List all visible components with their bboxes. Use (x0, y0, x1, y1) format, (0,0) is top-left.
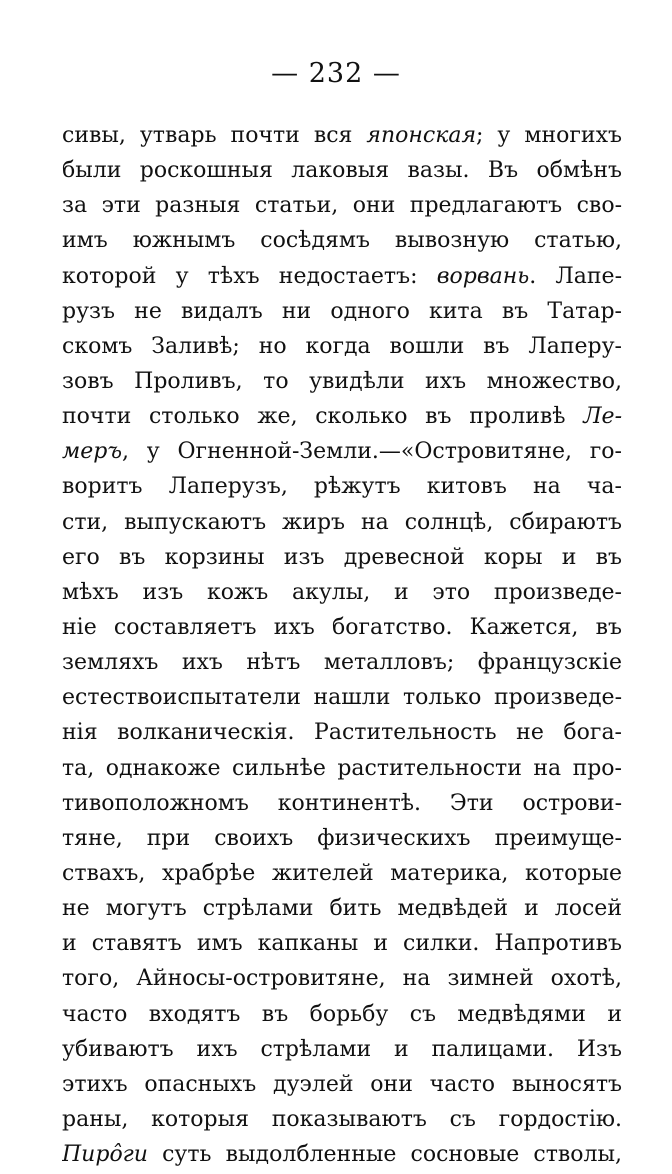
text-line: часто входятъ въ борьбу съ медвѣдями и (62, 1001, 622, 1027)
text-line: нія волканическія. Растительность не бога- (62, 720, 622, 746)
text-line: земляхъ ихъ нѣтъ металловъ; французскіе (62, 650, 622, 676)
body-text (62, 120, 622, 1174)
text-line: воритъ Лаперузъ, рѣжутъ китовъ на ча- (62, 474, 622, 500)
text-line: тяне, при своихъ физическихъ преимуще- (62, 825, 622, 851)
text-line: Пирôги суть выдолбленные сосновые стволы, (62, 1142, 622, 1168)
text-line: имъ южнымъ сосѣдямъ вывозную статью, (62, 228, 622, 254)
text-line: та, однакоже сильнѣе растительности на про- (62, 755, 622, 781)
text-line: его въ корзины изъ древесной коры и въ (62, 544, 622, 570)
text-line: за эти разныя статьи, они предлагаютъ сво- (62, 193, 622, 219)
text-line: тивоположномъ континентѣ. Эти острови- (62, 790, 622, 816)
text-line: сти, выпускаютъ жиръ на солнцѣ, сбираютъ (62, 509, 622, 535)
text-line: и ставятъ имъ капканы и силки. Напротивъ (62, 931, 622, 957)
text-line: меръ, у Огненной-Земли.—«Островитяне, го- (62, 439, 622, 465)
text-line: не могутъ стрѣлами бить медвѣдей и лосей (62, 896, 622, 922)
text-line: которой у тѣхъ недостаетъ: ворвань. Лапе- (62, 263, 622, 289)
text-line: этихъ опасныхъ дуэлей они часто выносятъ (62, 1071, 622, 1097)
text-line: рузъ не видалъ ни одного кита въ Татар- (62, 298, 622, 324)
text-line: ствахъ, храбрѣе жителей материка, которые (62, 860, 622, 886)
text-line: раны, которыя показываютъ съ гордостію. (62, 1106, 622, 1132)
text-line: естествоиспытатели нашли только произведе- (62, 685, 622, 711)
text-line: почти столько же, сколько въ проливѣ Ле- (62, 404, 622, 430)
page-number: — 232 — (271, 58, 401, 89)
text-line: убиваютъ ихъ стрѣлами и палицами. Изъ (62, 1036, 622, 1062)
text-line: зовъ Проливъ, то увидѣли ихъ множество, (62, 368, 622, 394)
text-line: того, Айносы-островитяне, на зимней охотѣ, (62, 966, 622, 992)
text-line: были роскошныя лаковыя вазы. Въ обмѣнъ (62, 158, 622, 184)
text-line: ніе составляетъ ихъ богатство. Кажется, въ (62, 614, 622, 640)
text-line: сивы, утварь почти вся японская; у многихъ (62, 123, 622, 148)
text-line: мѣхъ изъ кожъ акулы, и это произведе- (62, 579, 622, 605)
text-line: скомъ Заливѣ; но когда вошли въ Лаперу- (62, 333, 622, 359)
